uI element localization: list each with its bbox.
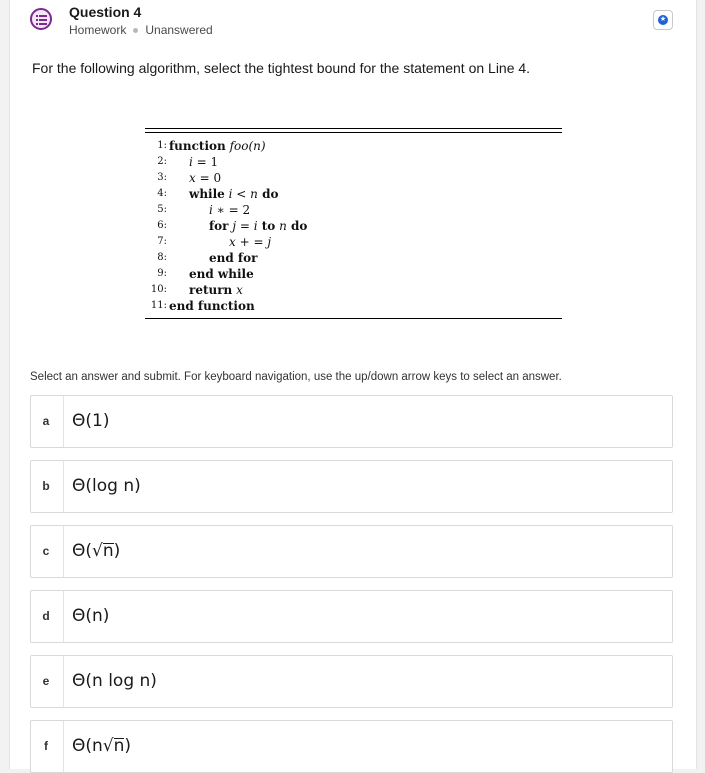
algorithm-line-number: 9: <box>157 268 167 279</box>
answer-option-divider <box>63 591 64 642</box>
question-category: Homework <box>69 23 127 37</box>
question-header <box>10 0 696 48</box>
algorithm-top-rule-2 <box>145 132 562 133</box>
answer-option-text: Θ(n√n) <box>72 721 131 772</box>
algorithm-line-code: return x <box>189 283 243 297</box>
answer-option-text: Θ(n) <box>72 606 110 626</box>
question-status: Unanswered <box>145 23 213 37</box>
answer-option-text: Θ(n log n) <box>72 671 157 691</box>
answer-option-divider <box>63 526 64 577</box>
question-meta <box>69 23 213 37</box>
question-prompt: For the following algorithm, select the tightest bound for the statement on Line 4. <box>32 60 531 76</box>
algorithm-line-number: 6: <box>157 220 167 231</box>
algorithm-line-code: for j = i to n do <box>209 219 308 233</box>
algorithm-line-code: while i < n do <box>189 187 279 201</box>
answer-option-letter: e <box>42 674 50 688</box>
answer-option-d[interactable] <box>30 590 673 643</box>
question-card <box>9 0 697 769</box>
algorithm-line-number: 10: <box>150 284 167 295</box>
algorithm-line-number: 5: <box>157 204 167 215</box>
answer-option-letter: c <box>42 544 50 558</box>
question-list-icon <box>30 8 52 30</box>
square-root-symbol: √n <box>102 736 125 756</box>
answer-option-text: Θ(√n) <box>72 526 120 577</box>
answer-option-e[interactable] <box>30 655 673 708</box>
algorithm-line-code: end while <box>189 267 254 281</box>
answer-option-letter: f <box>44 739 48 753</box>
algorithm-line-code: i = 1 <box>189 155 219 169</box>
meta-separator-dot <box>133 28 138 33</box>
algorithm-line-number: 8: <box>157 252 167 263</box>
answer-option-divider <box>63 461 64 512</box>
answer-option-divider <box>63 656 64 707</box>
answer-option-b[interactable] <box>30 460 673 513</box>
answer-option-a[interactable] <box>30 395 673 448</box>
answer-option-c[interactable] <box>30 525 673 578</box>
algorithm-line-code: x = 0 <box>189 171 222 185</box>
algorithm-line-code: function foo(n) <box>169 139 266 153</box>
answer-option-divider <box>63 396 64 447</box>
algorithm-bottom-rule <box>145 318 562 319</box>
algorithm-line-code: i ∗ = 2 <box>209 203 251 217</box>
answer-option-letter: a <box>42 414 50 428</box>
algorithm-line-number: 1: <box>157 140 167 151</box>
answer-option-letter: d <box>42 609 50 623</box>
algorithm-line-number: 11: <box>150 300 167 311</box>
answer-option-letter: b <box>42 479 50 493</box>
algorithm-line-number: 4: <box>157 188 167 199</box>
algorithm-line-code: end function <box>169 299 255 313</box>
algorithm-line-number: 7: <box>157 236 167 247</box>
bookmark-button[interactable] <box>653 10 673 30</box>
answer-option-divider <box>63 721 64 772</box>
answer-option-text: Θ(1) <box>72 411 110 431</box>
algorithm-line-code: end for <box>209 251 258 265</box>
answer-option-f[interactable] <box>30 720 673 773</box>
square-root-symbol: √n <box>92 541 114 561</box>
answer-option-text: Θ(log n) <box>72 476 141 496</box>
bookmark-star-icon: ★ <box>659 16 667 23</box>
answer-instruction: Select an answer and submit. For keyboard navigation, use the up/down arrow keys to select an answer. <box>30 371 562 383</box>
algorithm-line-code: x + = j <box>229 235 272 249</box>
algorithm-line-number: 3: <box>157 172 167 183</box>
algorithm-top-rule <box>145 128 562 129</box>
question-title: Question 4 <box>69 4 142 20</box>
algorithm-line-number: 2: <box>157 156 167 167</box>
